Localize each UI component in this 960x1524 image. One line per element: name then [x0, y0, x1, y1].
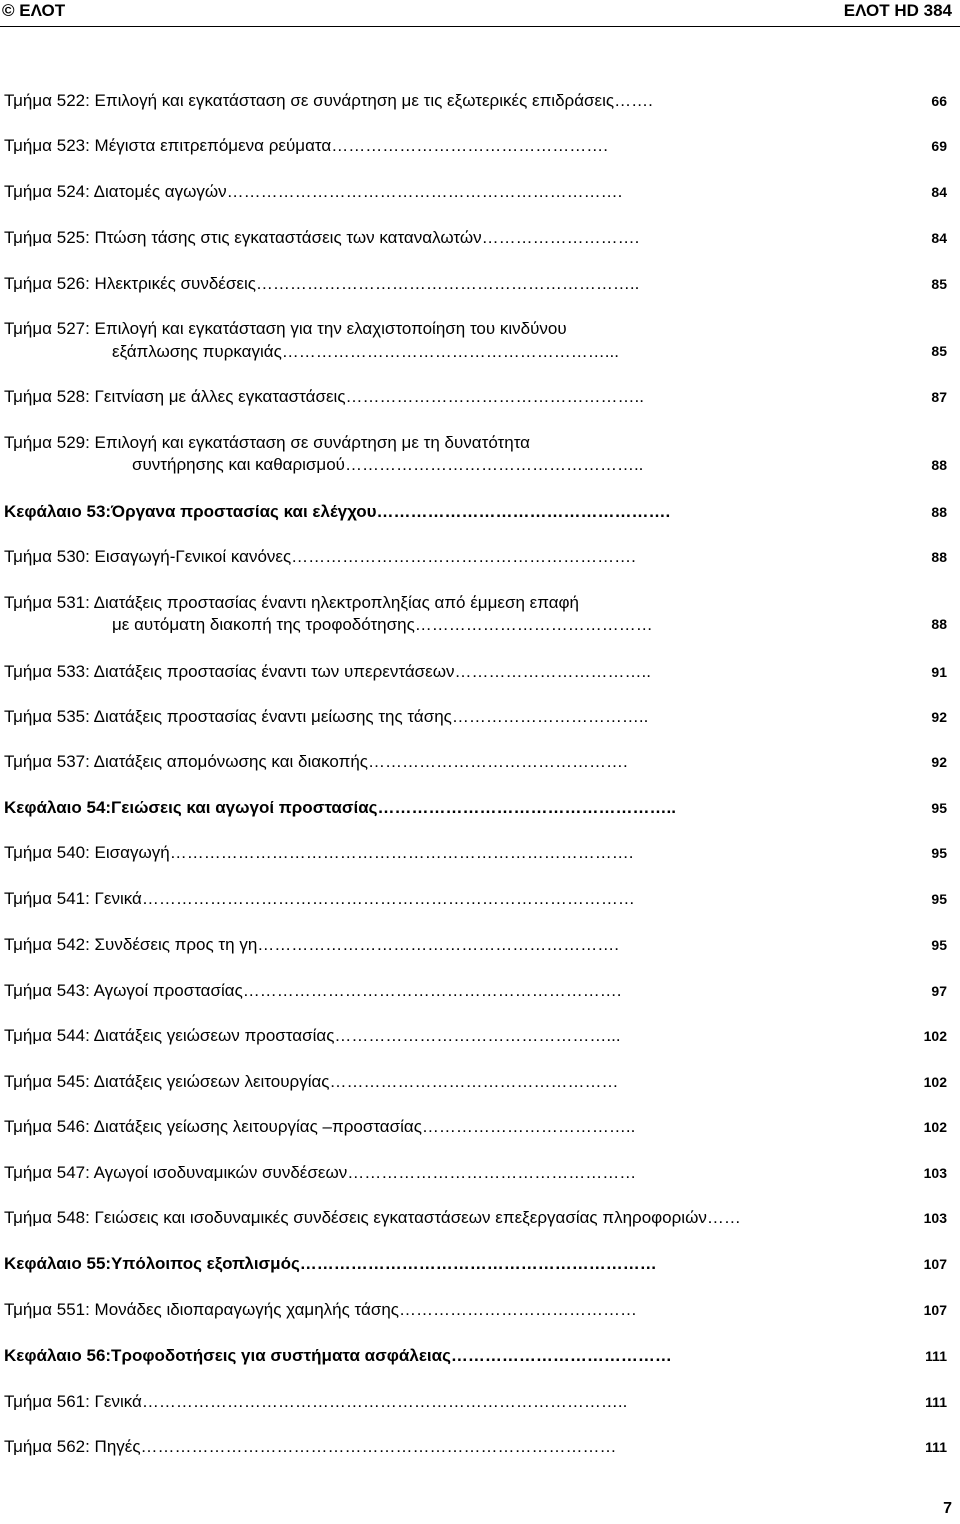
toc-entry-title: Τμήμα 541: Γενικά…………………………………………………………………………… — [4, 889, 635, 908]
toc-entry-title: Τμήμα 540: Εισαγωγή………………………………………………………………………. — [4, 843, 634, 862]
toc-page-number: 102 — [923, 1028, 947, 1044]
toc-entry-title: Τμήμα 525: Πτώση τάσης στις εγκαταστάσεις των καταναλωτών………………………. — [4, 228, 640, 247]
toc-page-number: 95 — [931, 800, 947, 816]
toc-entry-title: Τμήμα 548: Γειώσεις και ισοδυναμικές συνδέσεις εγκαταστάσεων επεξεργασίας πληροφοριών…… — [4, 1208, 741, 1227]
toc-page-number: 92 — [931, 709, 947, 725]
page-number: 7 — [943, 1500, 952, 1517]
toc-entry-title: Τμήμα 531: Διατάξεις προστασίας έναντι ηλεκτροπληξίας από έμμεση επαφή — [4, 593, 580, 612]
toc-entry-title: Τμήμα 527: Επιλογή και εγκατάσταση για την ελαχιστοποίηση του κινδύνου — [4, 319, 567, 338]
toc-entry-title: εξάπλωσης πυρκαγιάς…………………………………………………... — [112, 342, 619, 361]
toc-page-number: 87 — [931, 389, 947, 405]
toc-entry-title: Τμήμα 524: Διατομές αγωγών……………………………………………………………. — [4, 182, 623, 201]
toc-entry-title: Κεφάλαιο 56:Τροφοδοτήσεις για συστήματα ασφάλειας………………………………… — [4, 1346, 672, 1365]
toc-page-number: 92 — [931, 754, 947, 770]
page-header — [0, 0, 960, 26]
toc-page-number: 66 — [931, 93, 947, 109]
toc-entry-title: Τμήμα 533: Διατάξεις προστασίας έναντι των υπερεντάσεων…………………………….. — [4, 662, 651, 681]
toc-page-number: 84 — [931, 230, 947, 246]
standard-id: ΕΛΟΤ HD 384 — [843, 1, 952, 20]
toc-page-number: 95 — [931, 845, 947, 861]
toc-entry-title: Τμήμα 551: Μονάδες ιδιοπαραγωγής χαμηλής τάσης…………………………………… — [4, 1300, 637, 1319]
toc-page-number: 95 — [931, 937, 947, 953]
toc-entry-title: Τμήμα 535: Διατάξεις προστασίας έναντι μείωσης της τάσης…………………………….. — [4, 707, 649, 726]
toc-entry-title: Τμήμα 561: Γενικά………………………………………………………………………….. — [4, 1392, 628, 1411]
toc-entry-title: Τμήμα 537: Διατάξεις απομόνωσης και διακοπής………………………………………. — [4, 752, 628, 771]
toc-page-number: 111 — [925, 1439, 947, 1455]
toc-page-number: 85 — [931, 276, 947, 292]
toc-entry-title: Τμήμα 547: Αγωγοί ισοδυναμικών συνδέσεων…………………………………………… — [4, 1163, 637, 1182]
toc-page-number: 103 — [923, 1210, 947, 1226]
toc-entry-title: Τμήμα 530: Εισαγωγή-Γενικοί κανόνες……………………………………………………. — [4, 547, 636, 566]
toc-entry-title: Τμήμα 545: Διατάξεις γειώσεων λειτουργίας…………………………………………… — [4, 1072, 619, 1091]
header-rule — [0, 26, 960, 27]
toc-page-number: 107 — [923, 1256, 947, 1272]
copyright-label: © ΕΛΟΤ — [2, 1, 66, 20]
toc-entry-title: Τμήμα 562: Πηγές………………………………………………………………………… — [4, 1437, 617, 1456]
toc-page-number: 97 — [931, 983, 947, 999]
toc-page-number: 102 — [923, 1119, 947, 1135]
toc-entry-title: Τμήμα 523: Μέγιστα επιτρεπόμενα ρεύματα…………………………………………. — [4, 136, 608, 155]
toc-page-number: 88 — [931, 549, 947, 565]
toc-page-number: 88 — [931, 616, 947, 632]
toc-page-number: 102 — [923, 1074, 947, 1090]
toc-entry-title: Τμήμα 522: Επιλογή και εγκατάσταση σε συνάρτηση με τις εξωτερικές επιδράσεις……. — [4, 91, 653, 110]
toc-entry-title: Κεφάλαιο 53:Όργανα προστασίας και ελέγχου……………………………………………. — [4, 502, 671, 521]
toc-page-number: 85 — [931, 343, 947, 359]
toc-entry-title: Τμήμα 528: Γειτνίαση με άλλες εγκαταστάσεις…………………………………………….. — [4, 387, 644, 406]
toc-page-number: 84 — [931, 184, 947, 200]
toc-entry-title: Τμήμα 526: Ηλεκτρικές συνδέσεις………………………………………………………….. — [4, 274, 640, 293]
toc-entry-title: Κεφάλαιο 54:Γειώσεις και αγωγοί προστασίας…………………………………………….. — [4, 798, 676, 817]
toc-entry-title: συντήρησης και καθαρισμού…………………………………………….. — [132, 455, 644, 474]
toc-entry-title: Τμήμα 546: Διατάξεις γείωσης λειτουργίας –προστασίας……………………………….. — [4, 1117, 636, 1136]
toc-page-number: 88 — [931, 504, 947, 520]
toc-entry-title: Τμήμα 529: Επιλογή και εγκατάσταση σε συνάρτηση με τη δυνατότητα — [4, 433, 531, 452]
toc-entry-title: Τμήμα 544: Διατάξεις γειώσεων προστασίας…………………………………………... — [4, 1026, 621, 1045]
toc-page-number: 88 — [931, 457, 947, 473]
toc-entry-title: Κεφάλαιο 55:Υπόλοιπος εξοπλισμός……………………………………………………… — [4, 1254, 657, 1273]
toc-page-number: 91 — [931, 664, 947, 680]
toc-page-number: 107 — [923, 1302, 947, 1318]
toc-page-number: 111 — [925, 1394, 947, 1410]
toc-entry-title: με αυτόματη διακοπή της τροφοδότησης…………………………………… — [112, 615, 653, 634]
toc-page-number: 103 — [923, 1165, 947, 1181]
toc-page-number: 95 — [931, 891, 947, 907]
toc-entry-title: Τμήμα 543: Αγωγοί προστασίας…………………………………………………………. — [4, 981, 622, 1000]
toc-page-number: 111 — [925, 1348, 947, 1364]
toc-entry-title: Τμήμα 542: Συνδέσεις προς τη γη………………………………………………………. — [4, 935, 619, 954]
toc-page-number: 69 — [931, 138, 947, 154]
